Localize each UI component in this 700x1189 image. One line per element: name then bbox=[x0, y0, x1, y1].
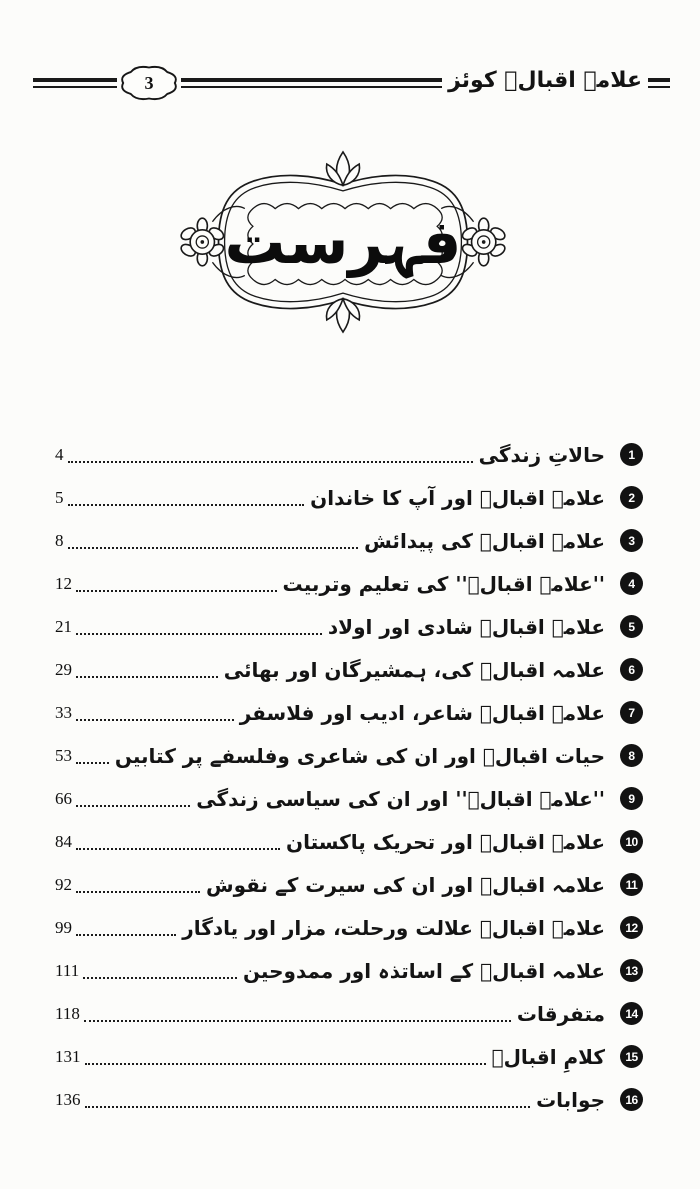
entry-number-badge bbox=[620, 830, 643, 853]
header-rule-middle bbox=[181, 78, 442, 88]
entry-page-number: 136 bbox=[55, 1089, 81, 1109]
entry-number-badge bbox=[620, 744, 643, 767]
dot-leader bbox=[68, 547, 359, 549]
toc-row bbox=[55, 433, 643, 476]
dot-leader bbox=[76, 891, 200, 893]
toc-row bbox=[55, 734, 643, 777]
dot-leader bbox=[85, 1063, 486, 1065]
entry-number: 13 bbox=[625, 963, 638, 978]
entry-number: 6 bbox=[628, 662, 635, 677]
header-rule-right bbox=[648, 78, 670, 88]
dot-leader bbox=[76, 848, 280, 850]
entry-number: 11 bbox=[625, 877, 638, 892]
entry-page-number: 33 bbox=[55, 702, 72, 722]
toc-row bbox=[55, 1078, 643, 1121]
page-header bbox=[33, 60, 670, 106]
dot-leader bbox=[68, 504, 305, 506]
dot-leader bbox=[68, 461, 473, 463]
page-number: 3 bbox=[144, 73, 154, 94]
entry-page-number: 4 bbox=[55, 444, 64, 464]
toc-row bbox=[55, 519, 643, 562]
dot-leader bbox=[76, 762, 109, 764]
entry-page-number: 99 bbox=[55, 917, 72, 937]
toc-row bbox=[55, 820, 643, 863]
entry-number: 1 bbox=[628, 447, 635, 462]
entry-title: متفرقات bbox=[516, 1001, 605, 1026]
entry-title: علامہ اقبالؒ کی، ہمشیرگان اور بھائی bbox=[223, 657, 605, 682]
entry-page-number: 118 bbox=[55, 1003, 80, 1023]
entry-title: علامہ اقبالؒ کی پیدائش bbox=[364, 528, 605, 553]
entry-title: علامہ اقبالؒ کے اساتذہ اور ممدوحین bbox=[242, 958, 605, 983]
entry-number-badge bbox=[620, 572, 643, 595]
entry-title: ''علامہ اقبالؒ'' کی تعلیم وتربیت bbox=[282, 571, 605, 596]
entry-page-number: 8 bbox=[55, 530, 64, 550]
entry-number-badge bbox=[620, 916, 643, 939]
toc-row bbox=[55, 1035, 643, 1078]
dot-leader bbox=[83, 977, 237, 979]
entry-number-badge bbox=[620, 443, 643, 466]
entry-title: علامہ اقبالؒ علالت ورحلت، مزار اور یادگار bbox=[182, 915, 605, 940]
dot-leader bbox=[76, 590, 277, 592]
entry-title: ''علامہ اقبالؒ'' اور ان کی سیاسی زندگی bbox=[196, 786, 605, 811]
header-rule-left bbox=[33, 78, 117, 88]
entry-number: 3 bbox=[628, 533, 635, 548]
entry-number-badge bbox=[620, 529, 643, 552]
entry-page-number: 131 bbox=[55, 1046, 81, 1066]
entry-number: 12 bbox=[625, 920, 638, 935]
entry-number: 5 bbox=[628, 619, 635, 634]
entry-title: علامہ اقبالؒ شاعر، ادیب اور فلاسفر bbox=[239, 700, 605, 725]
entry-number: 14 bbox=[625, 1006, 638, 1021]
toc-row bbox=[55, 777, 643, 820]
entry-page-number: 84 bbox=[55, 831, 72, 851]
book-title: علامہ اقبالؒ کوئز bbox=[448, 67, 642, 93]
toc-row bbox=[55, 476, 643, 519]
entry-number-badge bbox=[620, 486, 643, 509]
dot-leader bbox=[76, 805, 190, 807]
dot-leader bbox=[85, 1106, 531, 1108]
toc-row bbox=[55, 648, 643, 691]
entry-page-number: 21 bbox=[55, 616, 72, 636]
entry-number-badge bbox=[620, 701, 643, 724]
finial-bottom-icon bbox=[326, 299, 359, 332]
entry-page-number: 5 bbox=[55, 487, 64, 507]
dot-leader bbox=[84, 1020, 511, 1022]
entry-page-number: 92 bbox=[55, 874, 72, 894]
entry-number-badge bbox=[620, 615, 643, 638]
entry-page-number: 111 bbox=[55, 960, 80, 980]
entry-number-badge bbox=[620, 873, 643, 896]
entry-number-badge bbox=[620, 1088, 643, 1111]
entry-page-number: 12 bbox=[55, 573, 72, 593]
entry-title: علامہ اقبالؒ شادی اور اولاد bbox=[327, 614, 605, 639]
toc-row bbox=[55, 691, 643, 734]
entry-title: حالاتِ زندگی bbox=[478, 442, 605, 467]
fehrist-ornament bbox=[176, 146, 510, 338]
entry-title: علامہ اقبالؒ اور آپ کا خاندان bbox=[310, 485, 605, 510]
entry-number: 9 bbox=[628, 791, 635, 806]
entry-page-number: 53 bbox=[55, 745, 72, 765]
entry-number: 7 bbox=[628, 705, 635, 720]
entry-page-number: 29 bbox=[55, 659, 72, 679]
entry-number-badge bbox=[620, 959, 643, 982]
entry-number: 8 bbox=[628, 748, 635, 763]
toc-row bbox=[55, 906, 643, 949]
toc-list bbox=[55, 433, 643, 1121]
entry-title: علامہ اقبالؒ اور تحریک پاکستان bbox=[286, 829, 605, 854]
entry-number-badge bbox=[620, 787, 643, 810]
dot-leader bbox=[76, 676, 218, 678]
entry-number: 15 bbox=[625, 1049, 638, 1064]
toc-row bbox=[55, 992, 643, 1035]
dot-leader bbox=[76, 719, 234, 721]
entry-title: جوابات bbox=[536, 1087, 605, 1112]
entry-number: 10 bbox=[625, 834, 638, 849]
toc-row bbox=[55, 605, 643, 648]
finial-top-icon bbox=[326, 152, 359, 185]
entry-number: 16 bbox=[625, 1092, 638, 1107]
fehrist-title: فہرست bbox=[224, 208, 462, 279]
entry-title: حیات اقبالؒ اور ان کی شاعری وفلسفے پر کتابیں bbox=[114, 743, 605, 768]
dot-leader bbox=[76, 934, 176, 936]
toc-row bbox=[55, 863, 643, 906]
dot-leader bbox=[76, 633, 322, 635]
entry-title: کلامِ اقبالؒ bbox=[491, 1044, 605, 1069]
entry-number-badge bbox=[620, 1002, 643, 1025]
entry-number: 4 bbox=[628, 576, 635, 591]
toc-row bbox=[55, 562, 643, 605]
entry-page-number: 66 bbox=[55, 788, 72, 808]
toc-row bbox=[55, 949, 643, 992]
entry-title: علامہ اقبالؒ اور ان کی سیرت کے نقوش bbox=[205, 872, 605, 897]
entry-number-badge bbox=[620, 1045, 643, 1068]
page-number-seal bbox=[118, 62, 180, 104]
entry-number-badge bbox=[620, 658, 643, 681]
entry-number: 2 bbox=[628, 490, 635, 505]
